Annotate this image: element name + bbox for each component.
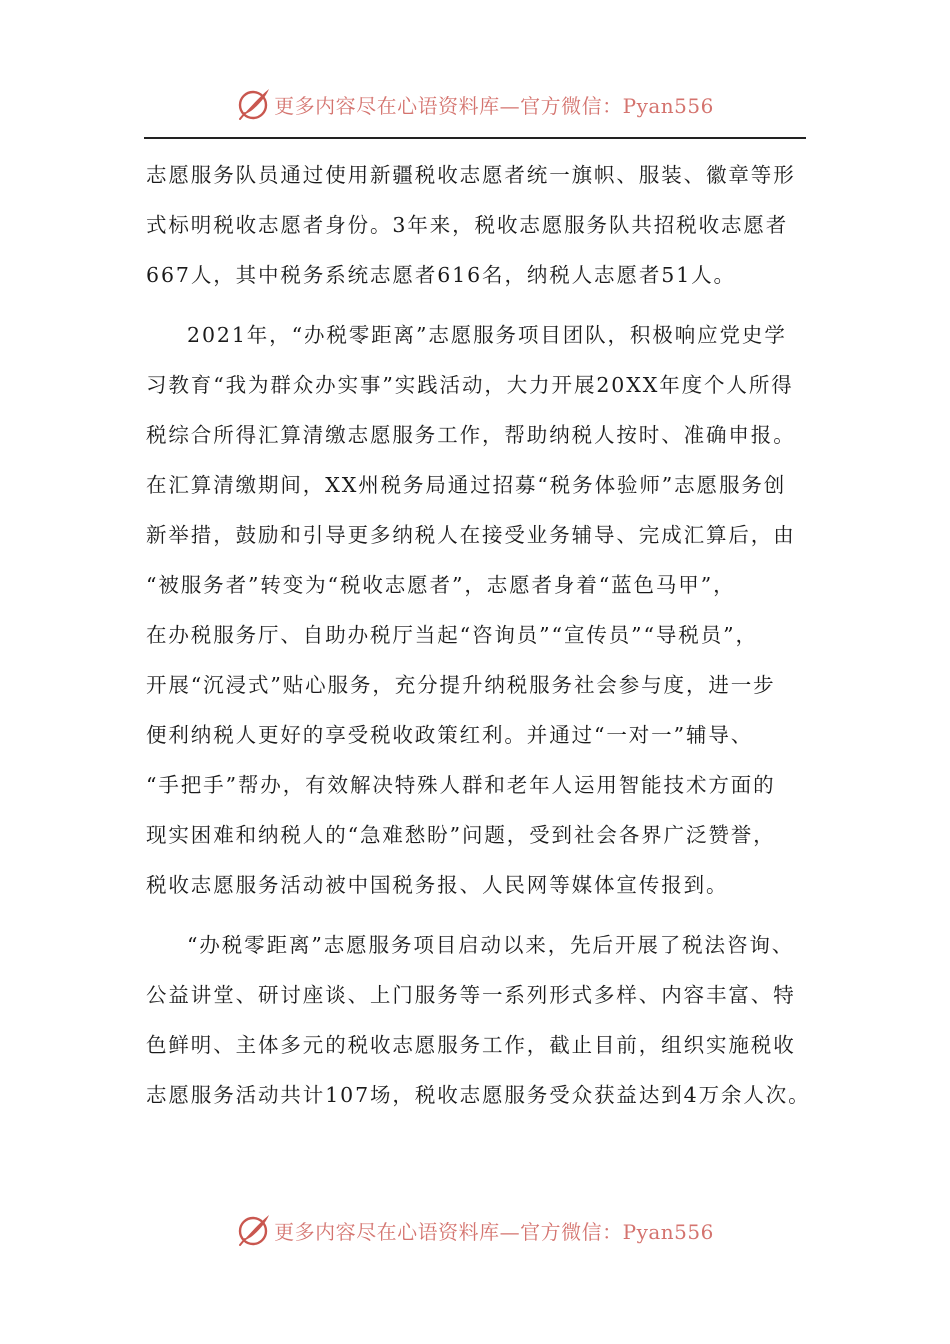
text-line: 税综合所得汇算清缴志愿服务工作，帮助纳税人按时、准确申报。 — [146, 423, 796, 447]
text-line: 习教育“我为群众办实事”实践活动，大力开展20XX年度个人所得 — [146, 373, 794, 397]
text-line: “手把手”帮办，有效解决特殊人群和老年人运用智能技术方面的 — [146, 773, 776, 797]
text-line: 现实困难和纳税人的“急难愁盼”问题，受到社会各界广泛赞誉， — [146, 823, 776, 847]
text-line: 2021年，“办税零距离”志愿服务项目团队，积极响应党史学 — [187, 323, 787, 347]
document-body — [146, 150, 811, 1120]
text-line: 便利纳税人更好的享受税收政策红利。并通过“一对一”辅导、 — [146, 723, 754, 747]
text-line: “办税零距离”志愿服务项目启动以来，先后开展了税法咨询、 — [187, 933, 795, 957]
text-line: 税收志愿服务活动被中国税务报、人民网等媒体宣传报到。 — [146, 873, 729, 897]
text-line: 志愿服务队员通过使用新疆税收志愿者统一旗帜、服装、徽章等形 — [146, 163, 796, 187]
quill-logo-icon — [236, 1212, 272, 1248]
text-line: 志愿服务活动共计107场，税收志愿服务受众获益达到4万余人次。 — [146, 1083, 811, 1107]
paragraph-2 — [146, 310, 808, 910]
text-line: 色鲜明、主体多元的税收志愿服务工作，截止目前，组织实施税收 — [146, 1033, 796, 1057]
text-line: “被服务者”转变为“税收志愿者”，志愿者身着“蓝色马甲”， — [146, 573, 736, 597]
quill-logo-icon — [236, 86, 272, 122]
text-line: 式标明税收志愿者身份。3年来，税收志愿服务队共招税收志愿者 — [146, 213, 789, 237]
text-line: 开展“沉浸式”贴心服务，充分提升纳税服务社会参与度，进一步 — [146, 673, 776, 697]
text-line: 公益讲堂、研讨座谈、上门服务等一系列形式多样、内容丰富、特 — [146, 983, 796, 1007]
footer-banner — [0, 1210, 950, 1250]
paragraph-3 — [146, 920, 811, 1120]
text-line: 在汇算清缴期间，XX州税务局通过招募“税务体验师”志愿服务创 — [146, 473, 787, 497]
text-line: 新举措，鼓励和引导更多纳税人在接受业务辅导、完成汇算后，由 — [146, 523, 796, 547]
header-banner — [0, 84, 950, 124]
header-divider — [144, 137, 806, 139]
header-banner-text: 更多内容尽在心语资料库—官方微信：Pyan556 — [274, 93, 714, 118]
paragraph-1 — [146, 150, 808, 300]
footer-banner-text: 更多内容尽在心语资料库—官方微信：Pyan556 — [274, 1219, 714, 1244]
text-line: 667人，其中税务系统志愿者616名，纳税人志愿者51人。 — [146, 263, 736, 287]
text-line: 在办税服务厅、自助办税厅当起“咨询员”“宣传员”“导税员”， — [146, 623, 758, 647]
